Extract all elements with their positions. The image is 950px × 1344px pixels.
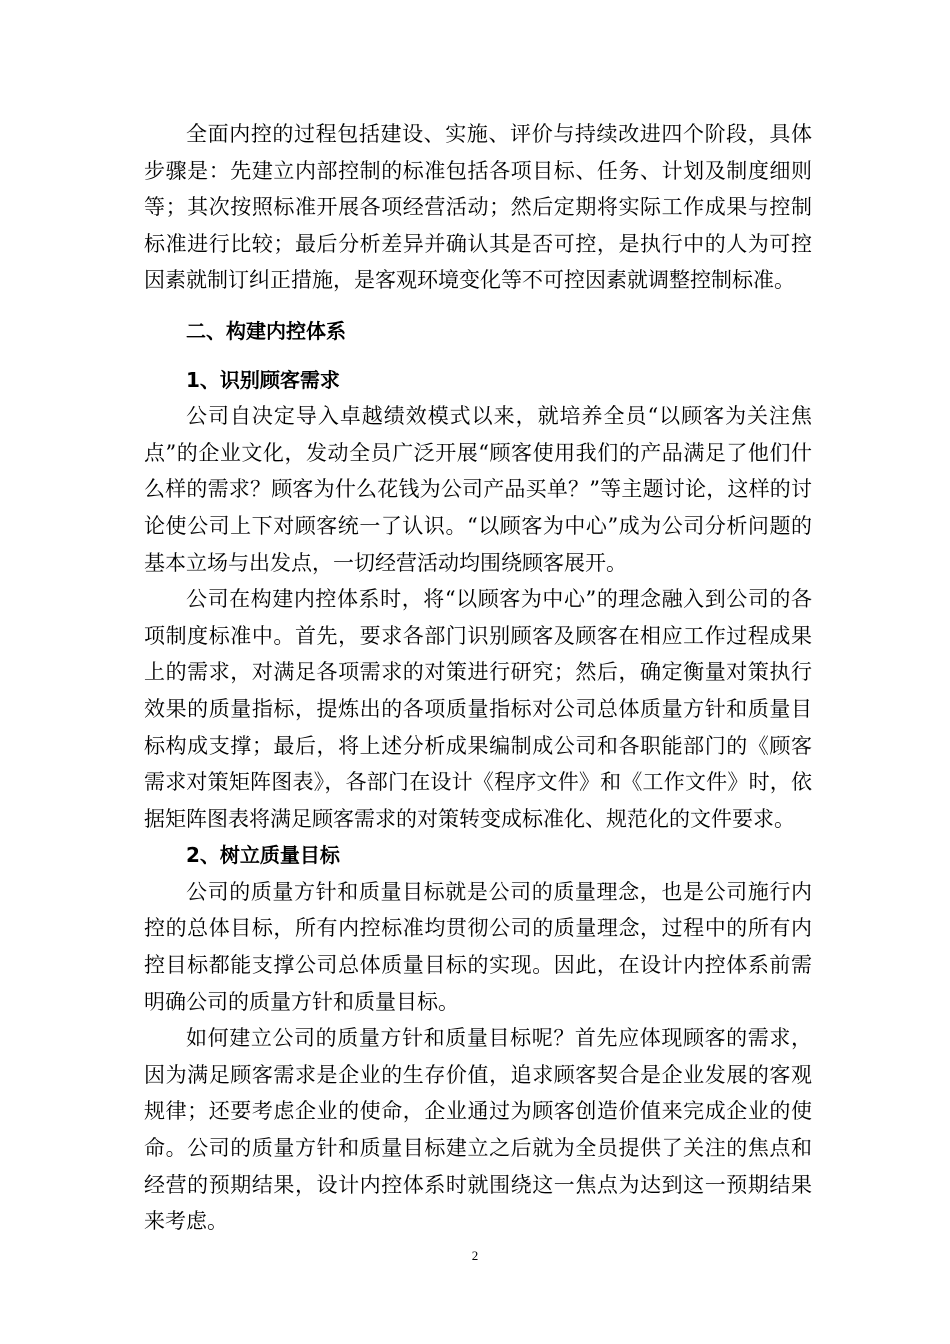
subsection-heading-2: 2、树立质量目标 xyxy=(186,843,340,868)
subsection-2-paragraph-2: 如何建立公司的质量方针和质量目标呢？首先应体现顾客的需求，因为满足顾客需求是企业的生存价值，追求顾客契合是企业发展的客观规律；还要考虑企业的使命，企业通过为顾客创造价值来完成企业的使命。公司的质量方针和质量目标建立之后就为全员提供了关注的焦点和经营的预期结果，设计内控体系时就围绕这一焦点为达到这一预期结果来考虑。 xyxy=(144,1026,812,1234)
subsection-1-paragraph-1: 公司自决定导入卓越绩效模式以来，就培养全员“以顾客为关注焦点”的企业文化，发动全员广泛开展“顾客使用我们的产品满足了他们什么样的需求？顾客为什么花钱为公司产品买单？”等主题讨论，这样的讨论使公司上下对顾客统一了认识。“以顾客为中心”成为公司分析问题的基本立场与出发点，一切经营活动均围绕顾客展开。 xyxy=(144,404,812,575)
subsection-2-paragraph-1: 公司的质量方针和质量目标就是公司的质量理念，也是公司施行内控的总体目标，所有内控标准均贯彻公司的质量理念，过程中的所有内控目标都能支撑公司总体质量目标的实现。因此，在设计内控体系前需明确公司的质量方针和质量目标。 xyxy=(144,879,812,1014)
section-heading: 二、构建内控体系 xyxy=(186,318,346,343)
document-body xyxy=(144,116,812,1240)
intro-paragraph: 全面内控的过程包括建设、实施、评价与持续改进四个阶段，具体步骤是：先建立内部控制的标准包括各项目标、任务、计划及制度细则等；其次按照标准开展各项经营活动；然后定期将实际工作成果与控制标准进行比较；最后分析差异并确认其是否可控，是执行中的人为可控因素就制订纠正措施，是客观环境变化等不可控因素就调整控制标准。 xyxy=(144,122,812,293)
page-number: 2 xyxy=(471,1248,479,1263)
subsection-heading-1: 1、识别顾客需求 xyxy=(186,367,340,392)
subsection-1-paragraph-2: 公司在构建内控体系时，将“以顾客为中心”的理念融入到公司的各项制度标准中。首先，要求各部门识别顾客及顾客在相应工作过程成果上的需求，对满足各项需求的对策进行研究；然后，确定衡量对策执行效果的质量指标，提炼出的各项质量指标对公司总体质量方针和质量目标构成支撑；最后，将上述分析成果编制成公司和各职能部门的《顾客需求对策矩阵图表》，各部门在设计《程序文件》和《工作文件》时，依据矩阵图表将满足顾客需求的对策转变成标准化、规范化的文件要求。 xyxy=(144,587,812,831)
